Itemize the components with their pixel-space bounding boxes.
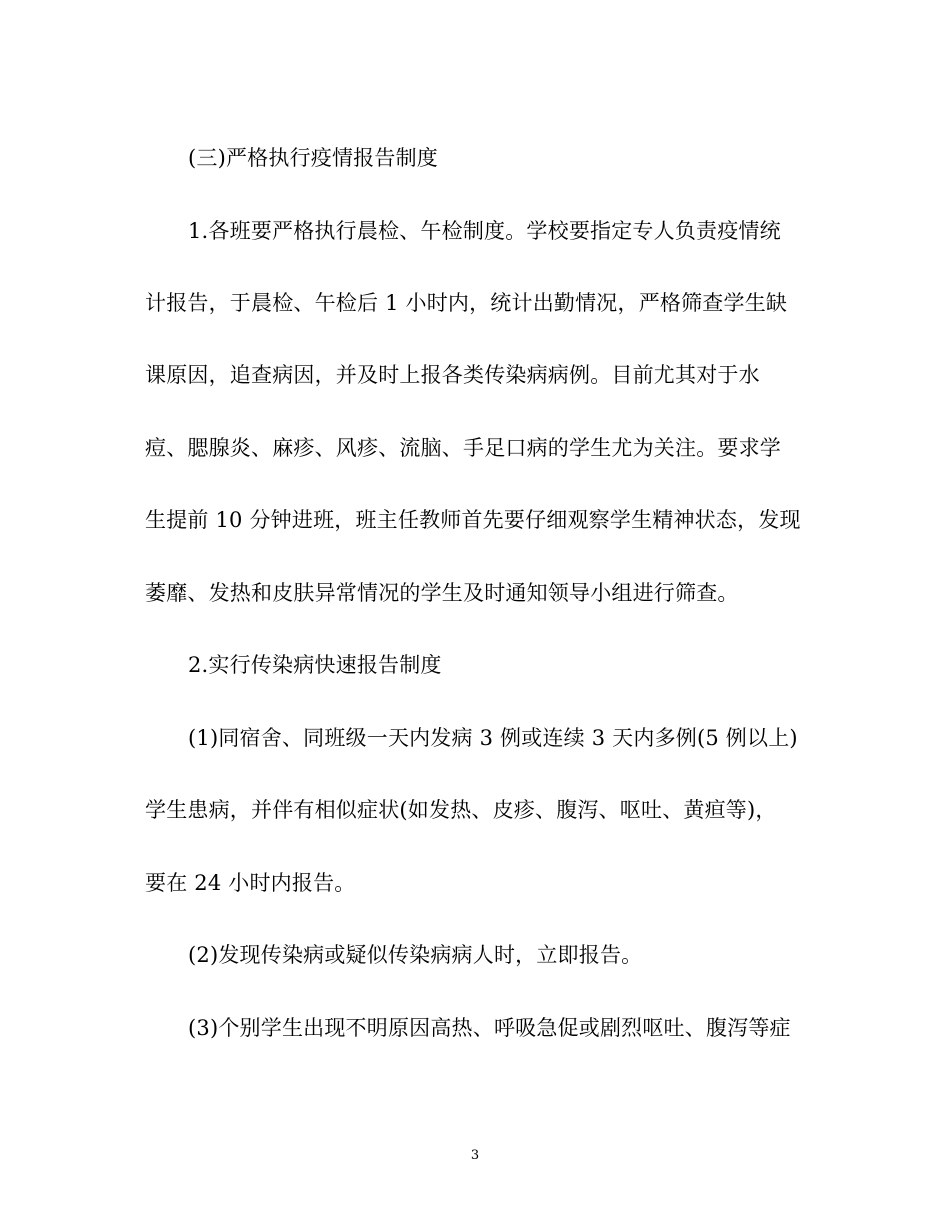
page-number: 3 <box>470 1148 480 1163</box>
item1-line-4: 痘、腮腺炎、麻疹、风疹、流脑、手足口病的学生尤为关注。要求学 <box>145 436 781 460</box>
item2-title: 2.实行传染病快速报告制度 <box>188 653 442 677</box>
section-heading: (三)严格执行疫情报告制度 <box>188 146 438 170</box>
item2-sub1-line-2: 学生患病，并伴有相似症状(如发热、皮疹、腹泻、呕吐、黄疸等)， <box>145 798 777 822</box>
item1-line-1: 1.各班要严格执行晨检、午检制度。学校要指定专人负责疫情统 <box>188 219 781 243</box>
item2-sub1-line-1: (1)同宿舍、同班级一天内发病 3 例或连续 3 天内多例(5 例以上) <box>188 726 798 750</box>
item1-line-2: 计报告，于晨检、午检后 1 小时内，统计出勤情况，严格筛查学生缺 <box>145 291 788 315</box>
item1-line-6: 萎靡、发热和皮肤异常情况的学生及时通知领导小组进行筛查。 <box>145 581 739 605</box>
item2-sub2: (2)发现传染病或疑似传染病病人时，立即报告。 <box>188 943 643 967</box>
item2-sub3: (3)个别学生出现不明原因高热、呼吸急促或剧烈呕吐、腹泻等症 <box>188 1016 791 1040</box>
item1-line-5: 生提前 10 分钟进班，班主任教师首先要仔细观察学生精神状态，发现 <box>145 508 801 532</box>
item2-sub1-line-3: 要在 24 小时内报告。 <box>145 871 356 895</box>
item1-line-3: 课原因，追查病因，并及时上报各类传染病病例。目前尤其对于水 <box>145 363 760 387</box>
